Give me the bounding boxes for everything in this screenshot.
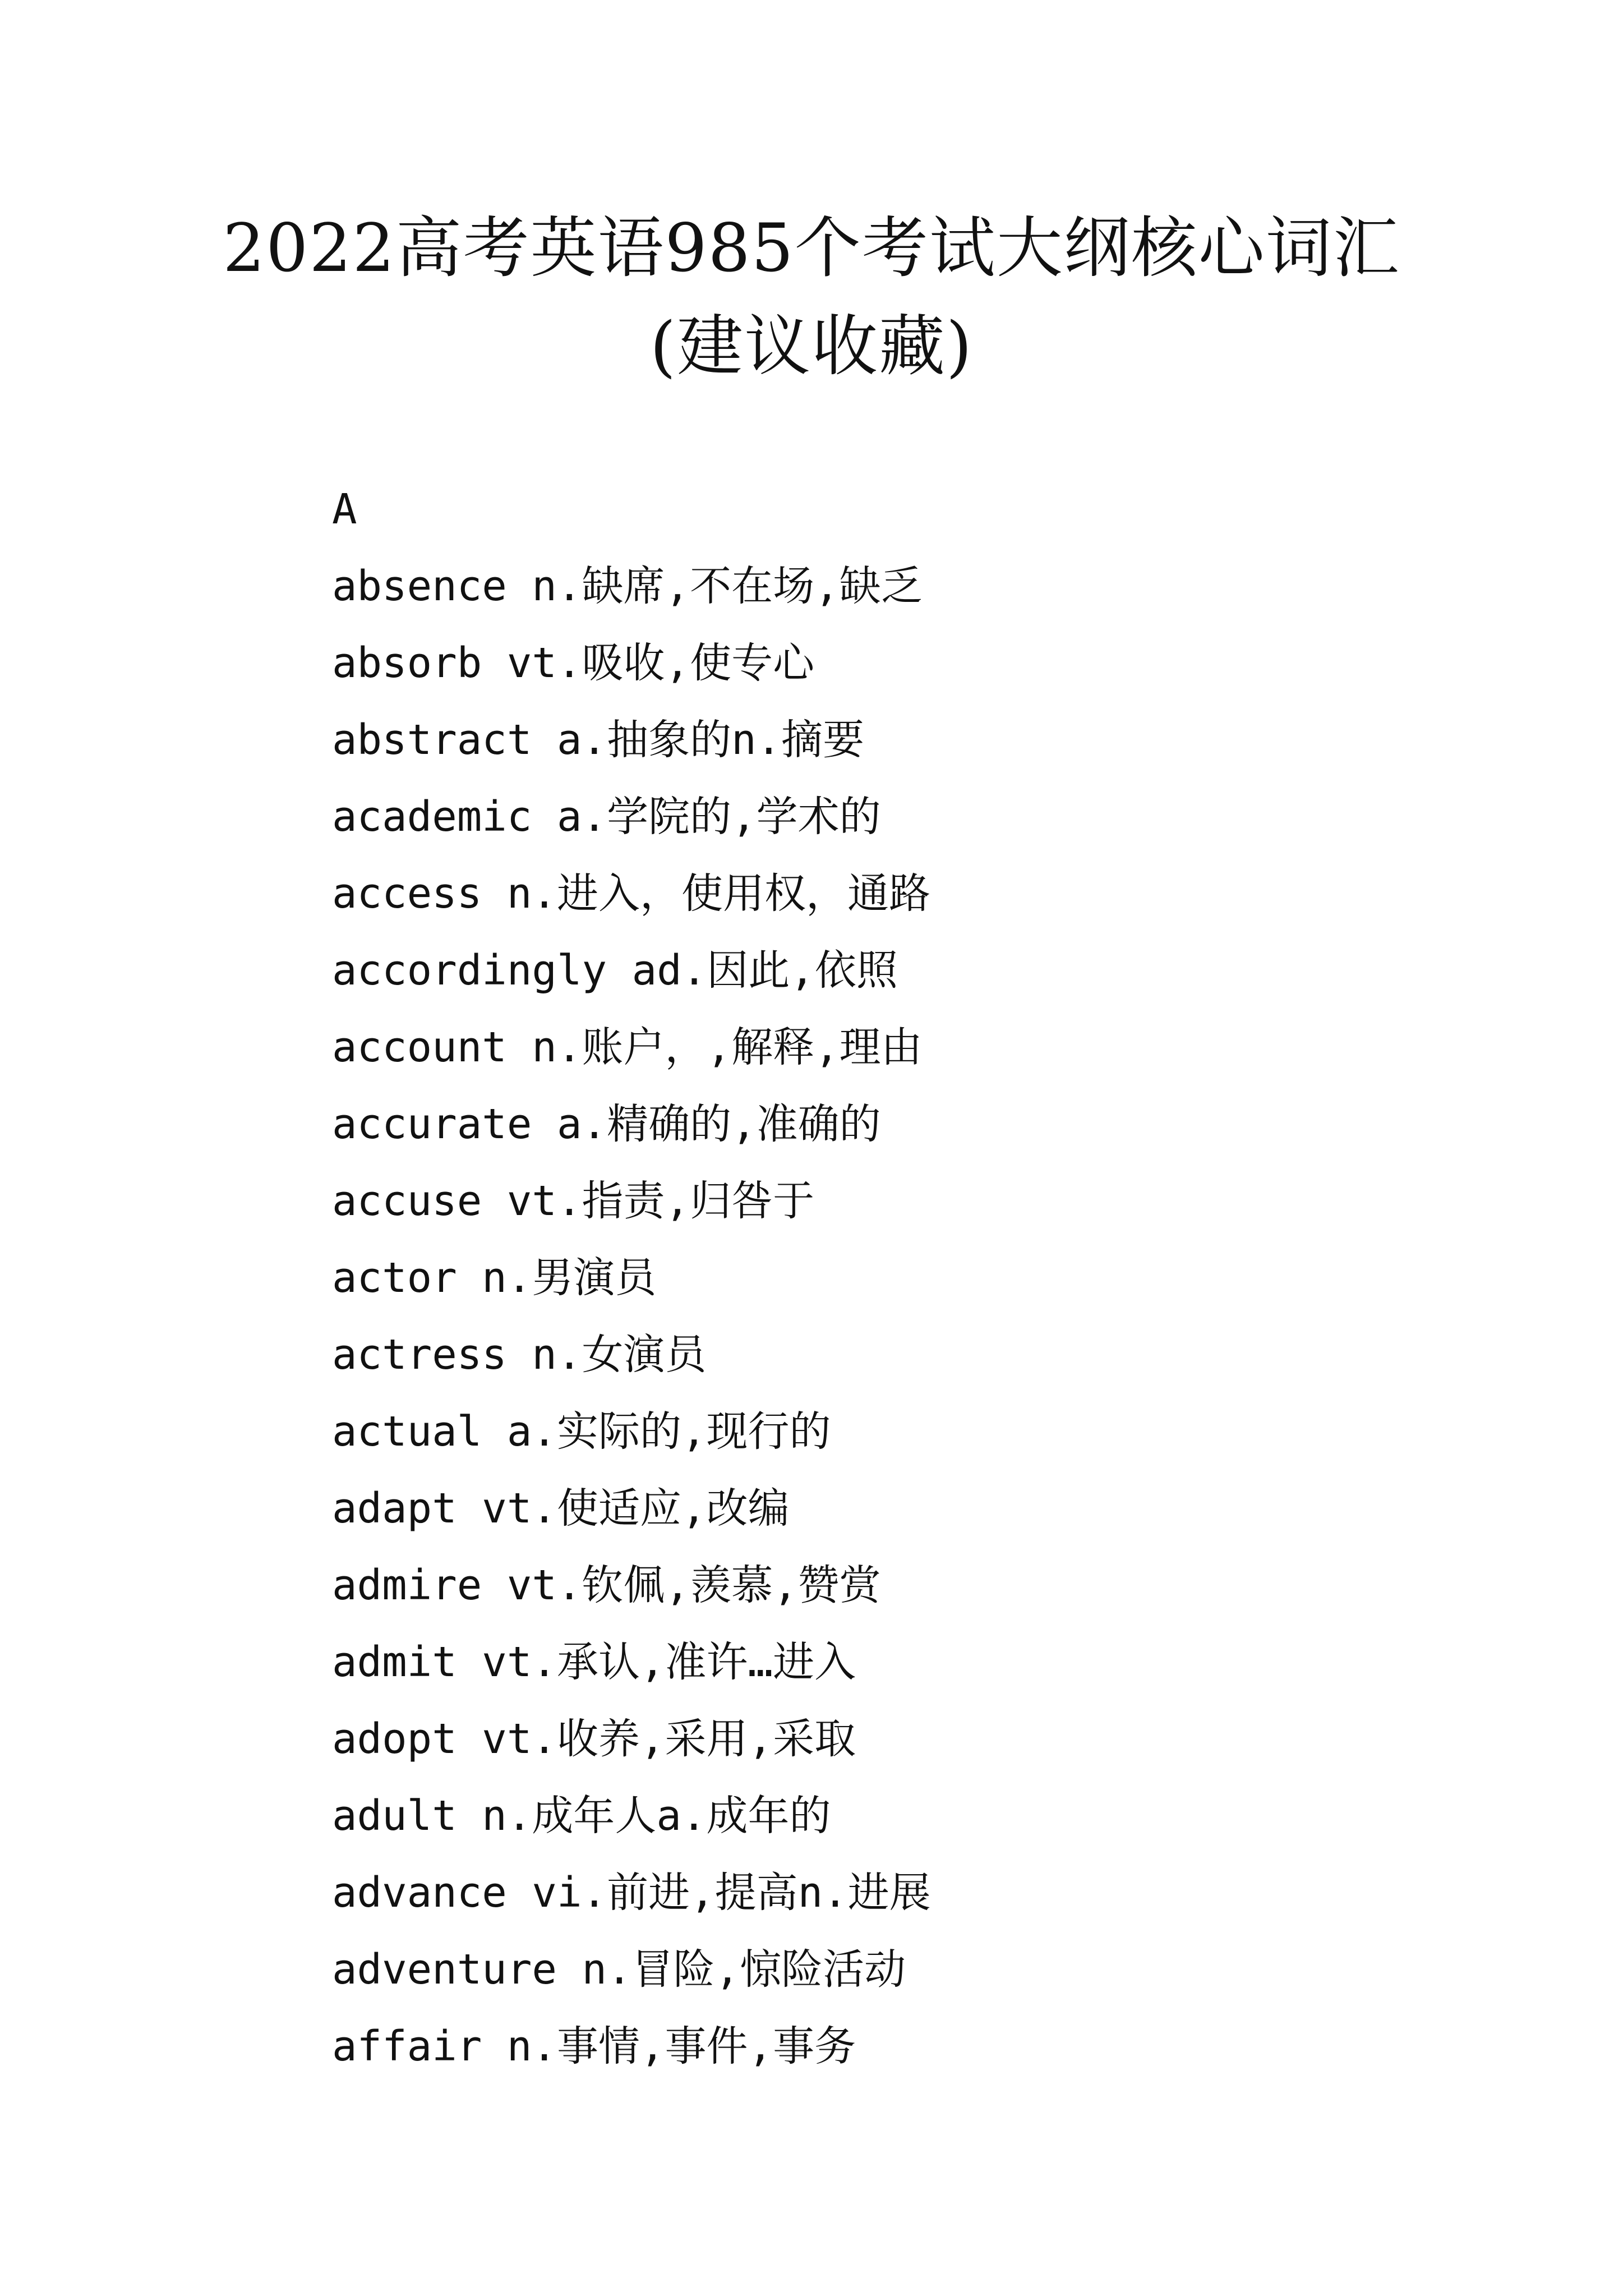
section-letter: A (332, 485, 357, 533)
vocab-entry: adventure n.冒险,惊险活动 (332, 1945, 906, 1994)
vocab-entry: actress n.女演员 (332, 1331, 707, 1379)
vocab-entry: affair n.事情,事件,事务 (332, 2022, 856, 2070)
vocab-entry: absence n.缺席,不在场,缺乏 (332, 562, 923, 610)
vocabulary-list (332, 471, 931, 2085)
vocab-entry: abstract a.抽象的n.摘要 (332, 716, 865, 764)
vocab-entry: accordingly ad.因此,依照 (332, 946, 898, 995)
vocab-entry: actual a.实际的,现行的 (332, 1407, 831, 1456)
vocab-entry: academic a.学院的,学术的 (332, 793, 881, 841)
vocab-entry: account n.账户，,解释,理由 (332, 1023, 923, 1071)
vocab-entry: absorb vt.吸收,使专心 (332, 639, 815, 687)
vocab-entry: advance vi.前进,提高n.进展 (332, 1869, 931, 1917)
vocab-entry: actor n.男演员 (332, 1254, 657, 1302)
vocab-entry: access n.进入，使用权，通路 (332, 869, 930, 918)
page-title: 2022高考英语985个考试大纲核心词汇(建议收藏) (223, 209, 1400, 385)
vocab-entry: adopt vt.收养,采用,采取 (332, 1715, 856, 1763)
vocab-entry: adult n.成年人a.成年的 (332, 1792, 831, 1840)
vocab-entry: accurate a.精确的,准确的 (332, 1100, 881, 1148)
vocab-entry: adapt vt.使适应,改编 (332, 1484, 790, 1533)
vocab-entry: admit vt.承认,准许…进入 (332, 1638, 856, 1686)
vocab-entry: admire vt.钦佩,羡慕,赞赏 (332, 1561, 881, 1609)
vocab-entry: accuse vt.指责,归咎于 (332, 1177, 815, 1225)
